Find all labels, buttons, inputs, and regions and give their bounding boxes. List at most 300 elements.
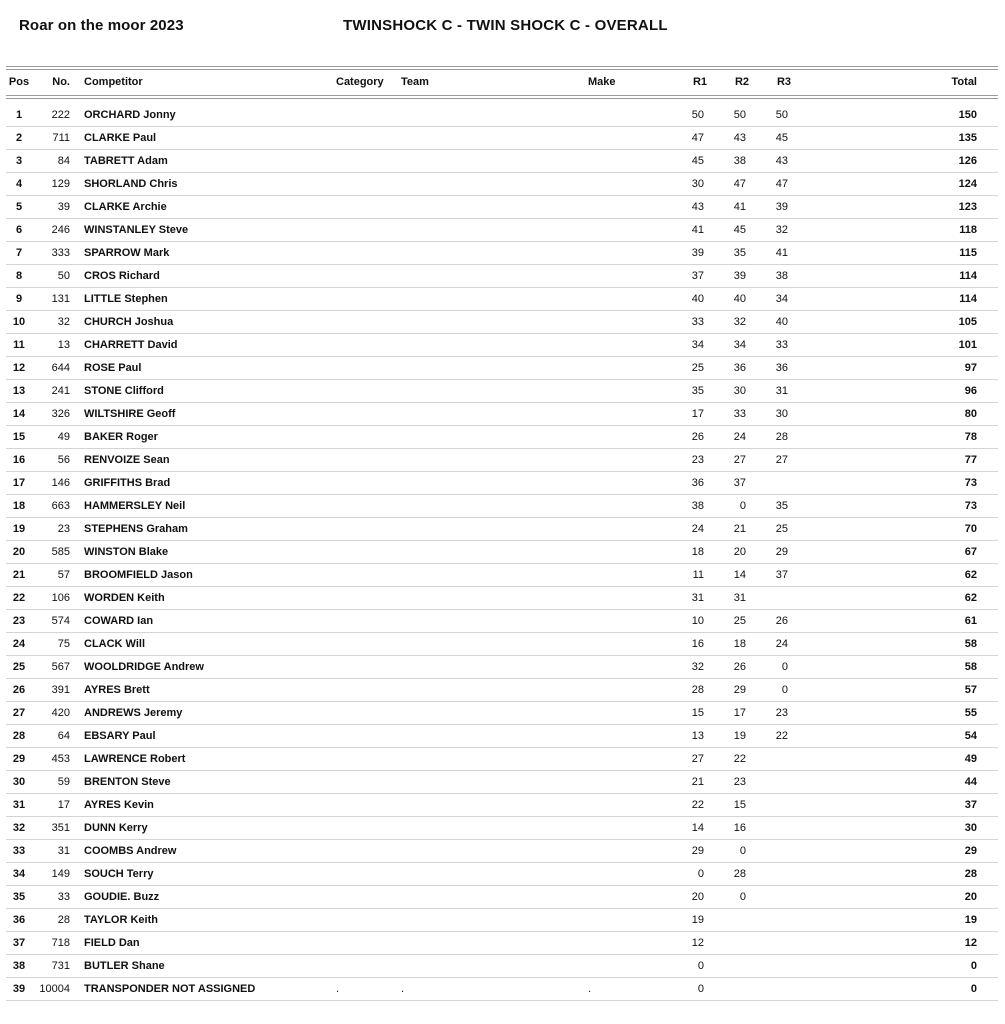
row-r1: 22 bbox=[691, 799, 704, 811]
row-r3: 43 bbox=[775, 155, 788, 167]
row-competitor: CLARKE Archie bbox=[84, 201, 167, 213]
row-number: 17 bbox=[57, 799, 70, 811]
row-number: 33 bbox=[57, 891, 70, 903]
row-number: 241 bbox=[51, 385, 70, 397]
table-row bbox=[0, 932, 1005, 955]
row-competitor: ORCHARD Jonny bbox=[84, 109, 176, 121]
row-number: 32 bbox=[57, 316, 70, 328]
table-row bbox=[0, 242, 1005, 265]
row-pos: 4 bbox=[15, 178, 23, 190]
table-row bbox=[0, 978, 1005, 1001]
row-r1: 43 bbox=[691, 201, 704, 213]
row-competitor: SPARROW Mark bbox=[84, 247, 170, 259]
row-r1: 45 bbox=[691, 155, 704, 167]
row-total: 105 bbox=[958, 316, 977, 328]
row-r2: 0 bbox=[739, 500, 746, 512]
row-r2: 22 bbox=[733, 753, 746, 765]
table-row bbox=[0, 886, 1005, 909]
table-row bbox=[0, 656, 1005, 679]
col-header-r2: R2 bbox=[734, 76, 750, 88]
row-total: 54 bbox=[964, 730, 977, 742]
row-total: 58 bbox=[964, 638, 977, 650]
row-total: 77 bbox=[964, 454, 977, 466]
header-top-rule bbox=[6, 66, 998, 67]
row-r3: 0 bbox=[781, 684, 788, 696]
row-r2: 16 bbox=[733, 822, 746, 834]
col-header-pos: Pos bbox=[8, 76, 30, 88]
row-competitor: AYRES Kevin bbox=[84, 799, 154, 811]
row-r1: 38 bbox=[691, 500, 704, 512]
row-number: 56 bbox=[57, 454, 70, 466]
col-header-r3: R3 bbox=[776, 76, 792, 88]
row-number: 149 bbox=[51, 868, 70, 880]
row-r2: 18 bbox=[733, 638, 746, 650]
table-row bbox=[0, 771, 1005, 794]
row-total: 73 bbox=[964, 477, 977, 489]
row-competitor: AYRES Brett bbox=[84, 684, 150, 696]
row-competitor: CHARRETT David bbox=[84, 339, 178, 351]
row-team: . bbox=[401, 983, 405, 995]
row-r2: 27 bbox=[733, 454, 746, 466]
row-competitor: WOOLDRIDGE Andrew bbox=[84, 661, 204, 673]
row-pos: 8 bbox=[15, 270, 23, 282]
row-r1: 0 bbox=[697, 960, 704, 972]
table-row bbox=[0, 863, 1005, 886]
row-competitor: CHURCH Joshua bbox=[84, 316, 174, 328]
row-r2: 30 bbox=[733, 385, 746, 397]
row-pos: 27 bbox=[12, 707, 26, 719]
row-r3: 50 bbox=[775, 109, 788, 121]
row-competitor: GRIFFITHS Brad bbox=[84, 477, 171, 489]
row-total: 101 bbox=[958, 339, 977, 351]
row-total: 30 bbox=[964, 822, 977, 834]
table-row bbox=[0, 311, 1005, 334]
class-title: TWINSHOCK C - TWIN SHOCK C - OVERALL bbox=[343, 17, 668, 34]
row-r2: 32 bbox=[733, 316, 746, 328]
row-competitor: DUNN Kerry bbox=[84, 822, 148, 834]
row-pos: 33 bbox=[12, 845, 26, 857]
row-r2: 21 bbox=[733, 523, 746, 535]
row-r2: 43 bbox=[733, 132, 746, 144]
row-r2: 29 bbox=[733, 684, 746, 696]
row-pos: 14 bbox=[12, 408, 26, 420]
row-number: 39 bbox=[57, 201, 70, 213]
table-row bbox=[0, 610, 1005, 633]
row-number: 644 bbox=[51, 362, 70, 374]
table-row bbox=[0, 173, 1005, 196]
row-competitor: WORDEN Keith bbox=[84, 592, 165, 604]
row-r1: 50 bbox=[691, 109, 704, 121]
table-row bbox=[0, 150, 1005, 173]
row-competitor: ANDREWS Jeremy bbox=[84, 707, 183, 719]
row-competitor: FIELD Dan bbox=[84, 937, 140, 949]
row-r1: 39 bbox=[691, 247, 704, 259]
row-r3: 34 bbox=[775, 293, 788, 305]
col-header-total: Total bbox=[951, 76, 977, 88]
row-competitor: GOUDIE. Buzz bbox=[84, 891, 160, 903]
row-competitor: LITTLE Stephen bbox=[84, 293, 168, 305]
row-total: 96 bbox=[964, 385, 977, 397]
row-number: 574 bbox=[51, 615, 70, 627]
table-row bbox=[0, 633, 1005, 656]
row-r2: 35 bbox=[733, 247, 746, 259]
row-r3: 47 bbox=[775, 178, 788, 190]
row-total: 49 bbox=[964, 753, 977, 765]
row-r1: 37 bbox=[691, 270, 704, 282]
row-r3: 39 bbox=[775, 201, 788, 213]
row-competitor: HAMMERSLEY Neil bbox=[84, 500, 186, 512]
col-header-team: Team bbox=[401, 76, 429, 88]
row-number: 146 bbox=[51, 477, 70, 489]
table-row bbox=[0, 909, 1005, 932]
row-r1: 15 bbox=[691, 707, 704, 719]
row-pos: 11 bbox=[13, 339, 25, 351]
row-competitor: WINSTON Blake bbox=[84, 546, 169, 558]
row-total: 123 bbox=[958, 201, 977, 213]
row-r1: 19 bbox=[691, 914, 704, 926]
row-competitor: ROSE Paul bbox=[84, 362, 142, 374]
row-competitor: TRANSPONDER NOT ASSIGNED bbox=[84, 983, 256, 995]
row-r2: 37 bbox=[733, 477, 746, 489]
table-row bbox=[0, 449, 1005, 472]
row-number: 59 bbox=[57, 776, 70, 788]
row-r1: 35 bbox=[691, 385, 704, 397]
table-header bbox=[0, 76, 1005, 90]
row-total: 135 bbox=[958, 132, 977, 144]
row-r1: 25 bbox=[691, 362, 704, 374]
row-total: 114 bbox=[959, 293, 977, 305]
row-make: . bbox=[588, 983, 592, 995]
row-r2: 39 bbox=[733, 270, 746, 282]
row-pos: 18 bbox=[12, 500, 26, 512]
row-number: 49 bbox=[57, 431, 70, 443]
row-total: 80 bbox=[964, 408, 977, 420]
row-total: 62 bbox=[964, 569, 977, 581]
row-number: 718 bbox=[51, 937, 70, 949]
row-r2: 34 bbox=[733, 339, 746, 351]
table-row bbox=[0, 127, 1005, 150]
row-total: 28 bbox=[964, 868, 977, 880]
row-total: 118 bbox=[959, 224, 977, 236]
table-row bbox=[0, 403, 1005, 426]
col-header-category: Category bbox=[336, 76, 384, 88]
row-r2: 36 bbox=[733, 362, 746, 374]
row-r2: 47 bbox=[733, 178, 746, 190]
row-r2: 0 bbox=[739, 845, 746, 857]
row-total: 67 bbox=[964, 546, 977, 558]
row-r3: 45 bbox=[775, 132, 788, 144]
row-total: 58 bbox=[964, 661, 977, 673]
row-competitor: BAKER Roger bbox=[84, 431, 158, 443]
row-number: 50 bbox=[57, 270, 70, 282]
row-r1: 0 bbox=[697, 983, 704, 995]
row-number: 711 bbox=[52, 132, 70, 144]
row-r1: 20 bbox=[691, 891, 704, 903]
row-pos: 34 bbox=[12, 868, 26, 880]
row-number: 585 bbox=[51, 546, 70, 558]
row-r1: 14 bbox=[691, 822, 704, 834]
row-r3: 38 bbox=[775, 270, 788, 282]
row-total: 124 bbox=[958, 178, 977, 190]
row-r3: 23 bbox=[775, 707, 788, 719]
row-r3: 33 bbox=[775, 339, 788, 351]
row-number: 333 bbox=[51, 247, 70, 259]
row-pos: 36 bbox=[12, 914, 26, 926]
table-row bbox=[0, 541, 1005, 564]
row-r1: 26 bbox=[691, 431, 704, 443]
row-number: 13 bbox=[57, 339, 70, 351]
table-row bbox=[0, 104, 1005, 127]
row-competitor: WILTSHIRE Geoff bbox=[84, 408, 176, 420]
row-total: 115 bbox=[959, 247, 977, 259]
row-r2: 31 bbox=[733, 592, 746, 604]
row-competitor: SHORLAND Chris bbox=[84, 178, 178, 190]
row-number: 129 bbox=[51, 178, 70, 190]
row-r3: 24 bbox=[775, 638, 788, 650]
table-row bbox=[0, 794, 1005, 817]
row-r1: 30 bbox=[691, 178, 704, 190]
table-row bbox=[0, 288, 1005, 311]
row-r1: 29 bbox=[691, 845, 704, 857]
row-pos: 26 bbox=[12, 684, 26, 696]
row-total: 97 bbox=[964, 362, 977, 374]
row-number: 567 bbox=[51, 661, 70, 673]
row-total: 0 bbox=[970, 960, 977, 972]
row-pos: 38 bbox=[12, 960, 26, 972]
row-total: 114 bbox=[959, 270, 977, 282]
row-total: 55 bbox=[964, 707, 977, 719]
row-competitor: STONE Clifford bbox=[84, 385, 164, 397]
row-number: 453 bbox=[51, 753, 70, 765]
row-competitor: CLARKE Paul bbox=[84, 132, 157, 144]
row-r2: 24 bbox=[733, 431, 746, 443]
row-r1: 41 bbox=[691, 224, 704, 236]
row-r3: 29 bbox=[775, 546, 788, 558]
row-r1: 32 bbox=[691, 661, 704, 673]
row-number: 75 bbox=[57, 638, 70, 650]
row-number: 351 bbox=[51, 822, 70, 834]
row-pos: 39 bbox=[12, 983, 26, 995]
row-competitor: LAWRENCE Robert bbox=[84, 753, 186, 765]
row-total: 61 bbox=[964, 615, 977, 627]
row-total: 73 bbox=[964, 500, 977, 512]
row-number: 10004 bbox=[39, 983, 70, 995]
row-total: 44 bbox=[964, 776, 977, 788]
row-total: 70 bbox=[964, 523, 977, 535]
row-r2: 38 bbox=[733, 155, 746, 167]
row-r2: 33 bbox=[733, 408, 746, 420]
row-competitor: COOMBS Andrew bbox=[84, 845, 177, 857]
row-pos: 7 bbox=[15, 247, 23, 259]
row-total: 19 bbox=[964, 914, 977, 926]
row-number: 731 bbox=[51, 960, 70, 972]
row-pos: 15 bbox=[12, 431, 26, 443]
row-total: 20 bbox=[964, 891, 977, 903]
table-row bbox=[0, 334, 1005, 357]
row-number: 23 bbox=[57, 523, 70, 535]
table-row bbox=[0, 817, 1005, 840]
row-pos: 3 bbox=[15, 155, 23, 167]
row-r1: 13 bbox=[691, 730, 704, 742]
row-r1: 0 bbox=[697, 868, 704, 880]
row-r1: 18 bbox=[691, 546, 704, 558]
row-pos: 21 bbox=[12, 569, 26, 581]
row-r1: 17 bbox=[691, 408, 704, 420]
row-pos: 32 bbox=[12, 822, 26, 834]
row-pos: 16 bbox=[12, 454, 26, 466]
row-r3: 37 bbox=[775, 569, 788, 581]
row-pos: 31 bbox=[12, 799, 26, 811]
table-row bbox=[0, 265, 1005, 288]
row-pos: 2 bbox=[15, 132, 23, 144]
row-total: 150 bbox=[958, 109, 977, 121]
row-competitor: CLACK Will bbox=[84, 638, 146, 650]
row-number: 57 bbox=[57, 569, 70, 581]
table-row bbox=[0, 725, 1005, 748]
row-pos: 35 bbox=[12, 891, 26, 903]
row-number: 106 bbox=[51, 592, 70, 604]
row-r3: 35 bbox=[775, 500, 788, 512]
row-total: 126 bbox=[958, 155, 977, 167]
row-r3: 25 bbox=[775, 523, 788, 535]
row-pos: 20 bbox=[12, 546, 26, 558]
table-row bbox=[0, 840, 1005, 863]
row-number: 84 bbox=[57, 155, 70, 167]
row-competitor: EBSARY Paul bbox=[84, 730, 156, 742]
row-r1: 33 bbox=[691, 316, 704, 328]
row-total: 12 bbox=[964, 937, 977, 949]
row-competitor: COWARD Ian bbox=[84, 615, 154, 627]
table-row bbox=[0, 426, 1005, 449]
row-r2: 45 bbox=[733, 224, 746, 236]
row-r2: 14 bbox=[733, 569, 746, 581]
row-total: 78 bbox=[964, 431, 977, 443]
row-r2: 0 bbox=[739, 891, 746, 903]
table-row bbox=[0, 702, 1005, 725]
row-r1: 10 bbox=[691, 615, 704, 627]
row-r3: 40 bbox=[775, 316, 788, 328]
row-r2: 28 bbox=[733, 868, 746, 880]
row-r3: 28 bbox=[775, 431, 788, 443]
table-row bbox=[0, 495, 1005, 518]
row-r1: 34 bbox=[691, 339, 704, 351]
row-r2: 23 bbox=[733, 776, 746, 788]
row-number: 391 bbox=[51, 684, 70, 696]
row-r1: 36 bbox=[691, 477, 704, 489]
row-pos: 25 bbox=[12, 661, 26, 673]
row-number: 131 bbox=[51, 293, 70, 305]
col-header-no: No. bbox=[52, 76, 70, 88]
row-number: 31 bbox=[57, 845, 70, 857]
row-r3: 0 bbox=[781, 661, 788, 673]
event-title: Roar on the moor 2023 bbox=[19, 17, 184, 34]
row-pos: 29 bbox=[12, 753, 26, 765]
row-total: 57 bbox=[964, 684, 977, 696]
row-pos: 37 bbox=[12, 937, 26, 949]
row-number: 420 bbox=[51, 707, 70, 719]
row-pos: 28 bbox=[12, 730, 26, 742]
col-header-competitor: Competitor bbox=[84, 76, 143, 88]
row-competitor: BRENTON Steve bbox=[84, 776, 171, 788]
col-header-make: Make bbox=[588, 76, 616, 88]
row-pos: 9 bbox=[15, 293, 23, 305]
row-pos: 19 bbox=[12, 523, 26, 535]
row-r3: 32 bbox=[775, 224, 788, 236]
row-r3: 22 bbox=[775, 730, 788, 742]
table-row bbox=[0, 679, 1005, 702]
table-row bbox=[0, 196, 1005, 219]
row-pos: 17 bbox=[12, 477, 26, 489]
row-r2: 41 bbox=[733, 201, 746, 213]
row-number: 64 bbox=[57, 730, 70, 742]
row-r2: 26 bbox=[733, 661, 746, 673]
row-competitor: WINSTANLEY Steve bbox=[84, 224, 189, 236]
row-total: 62 bbox=[964, 592, 977, 604]
row-category: . bbox=[336, 983, 340, 995]
row-r1: 12 bbox=[691, 937, 704, 949]
row-r1: 28 bbox=[691, 684, 704, 696]
header-bottom-rule bbox=[6, 95, 998, 96]
table-row bbox=[0, 357, 1005, 380]
row-r1: 31 bbox=[691, 592, 704, 604]
row-r1: 47 bbox=[691, 132, 704, 144]
table-row bbox=[0, 587, 1005, 610]
row-competitor: TAYLOR Keith bbox=[84, 914, 158, 926]
table-row bbox=[0, 380, 1005, 403]
row-r3: 36 bbox=[775, 362, 788, 374]
table-row bbox=[0, 518, 1005, 541]
row-r1: 11 bbox=[692, 569, 704, 581]
row-pos: 13 bbox=[12, 385, 26, 397]
row-number: 246 bbox=[51, 224, 70, 236]
header-bottom-rule-2 bbox=[6, 98, 998, 99]
table-row bbox=[0, 472, 1005, 495]
row-total: 37 bbox=[964, 799, 977, 811]
row-r2: 17 bbox=[733, 707, 746, 719]
row-competitor: STEPHENS Graham bbox=[84, 523, 188, 535]
row-r1: 24 bbox=[691, 523, 704, 535]
row-r1: 40 bbox=[691, 293, 704, 305]
row-pos: 12 bbox=[12, 362, 26, 374]
row-number: 222 bbox=[51, 109, 70, 121]
row-pos: 23 bbox=[12, 615, 26, 627]
row-pos: 6 bbox=[15, 224, 23, 236]
row-r1: 16 bbox=[691, 638, 704, 650]
row-r2: 50 bbox=[733, 109, 746, 121]
row-total: 0 bbox=[970, 983, 977, 995]
row-number: 326 bbox=[51, 408, 70, 420]
row-r2: 40 bbox=[733, 293, 746, 305]
table-row bbox=[0, 564, 1005, 587]
col-header-r1: R1 bbox=[692, 76, 708, 88]
row-r3: 27 bbox=[775, 454, 788, 466]
row-pos: 22 bbox=[12, 592, 26, 604]
row-number: 28 bbox=[57, 914, 70, 926]
row-pos: 30 bbox=[12, 776, 26, 788]
row-r3: 41 bbox=[775, 247, 788, 259]
row-pos: 10 bbox=[12, 316, 26, 328]
row-pos: 1 bbox=[15, 109, 23, 121]
row-r3: 30 bbox=[775, 408, 788, 420]
row-competitor: TABRETT Adam bbox=[84, 155, 168, 167]
header-top-rule-2 bbox=[6, 69, 998, 70]
table-row bbox=[0, 748, 1005, 771]
row-r2: 15 bbox=[733, 799, 746, 811]
row-total: 29 bbox=[964, 845, 977, 857]
row-competitor: RENVOIZE Sean bbox=[84, 454, 170, 466]
table-row bbox=[0, 219, 1005, 242]
row-pos: 5 bbox=[15, 201, 23, 213]
